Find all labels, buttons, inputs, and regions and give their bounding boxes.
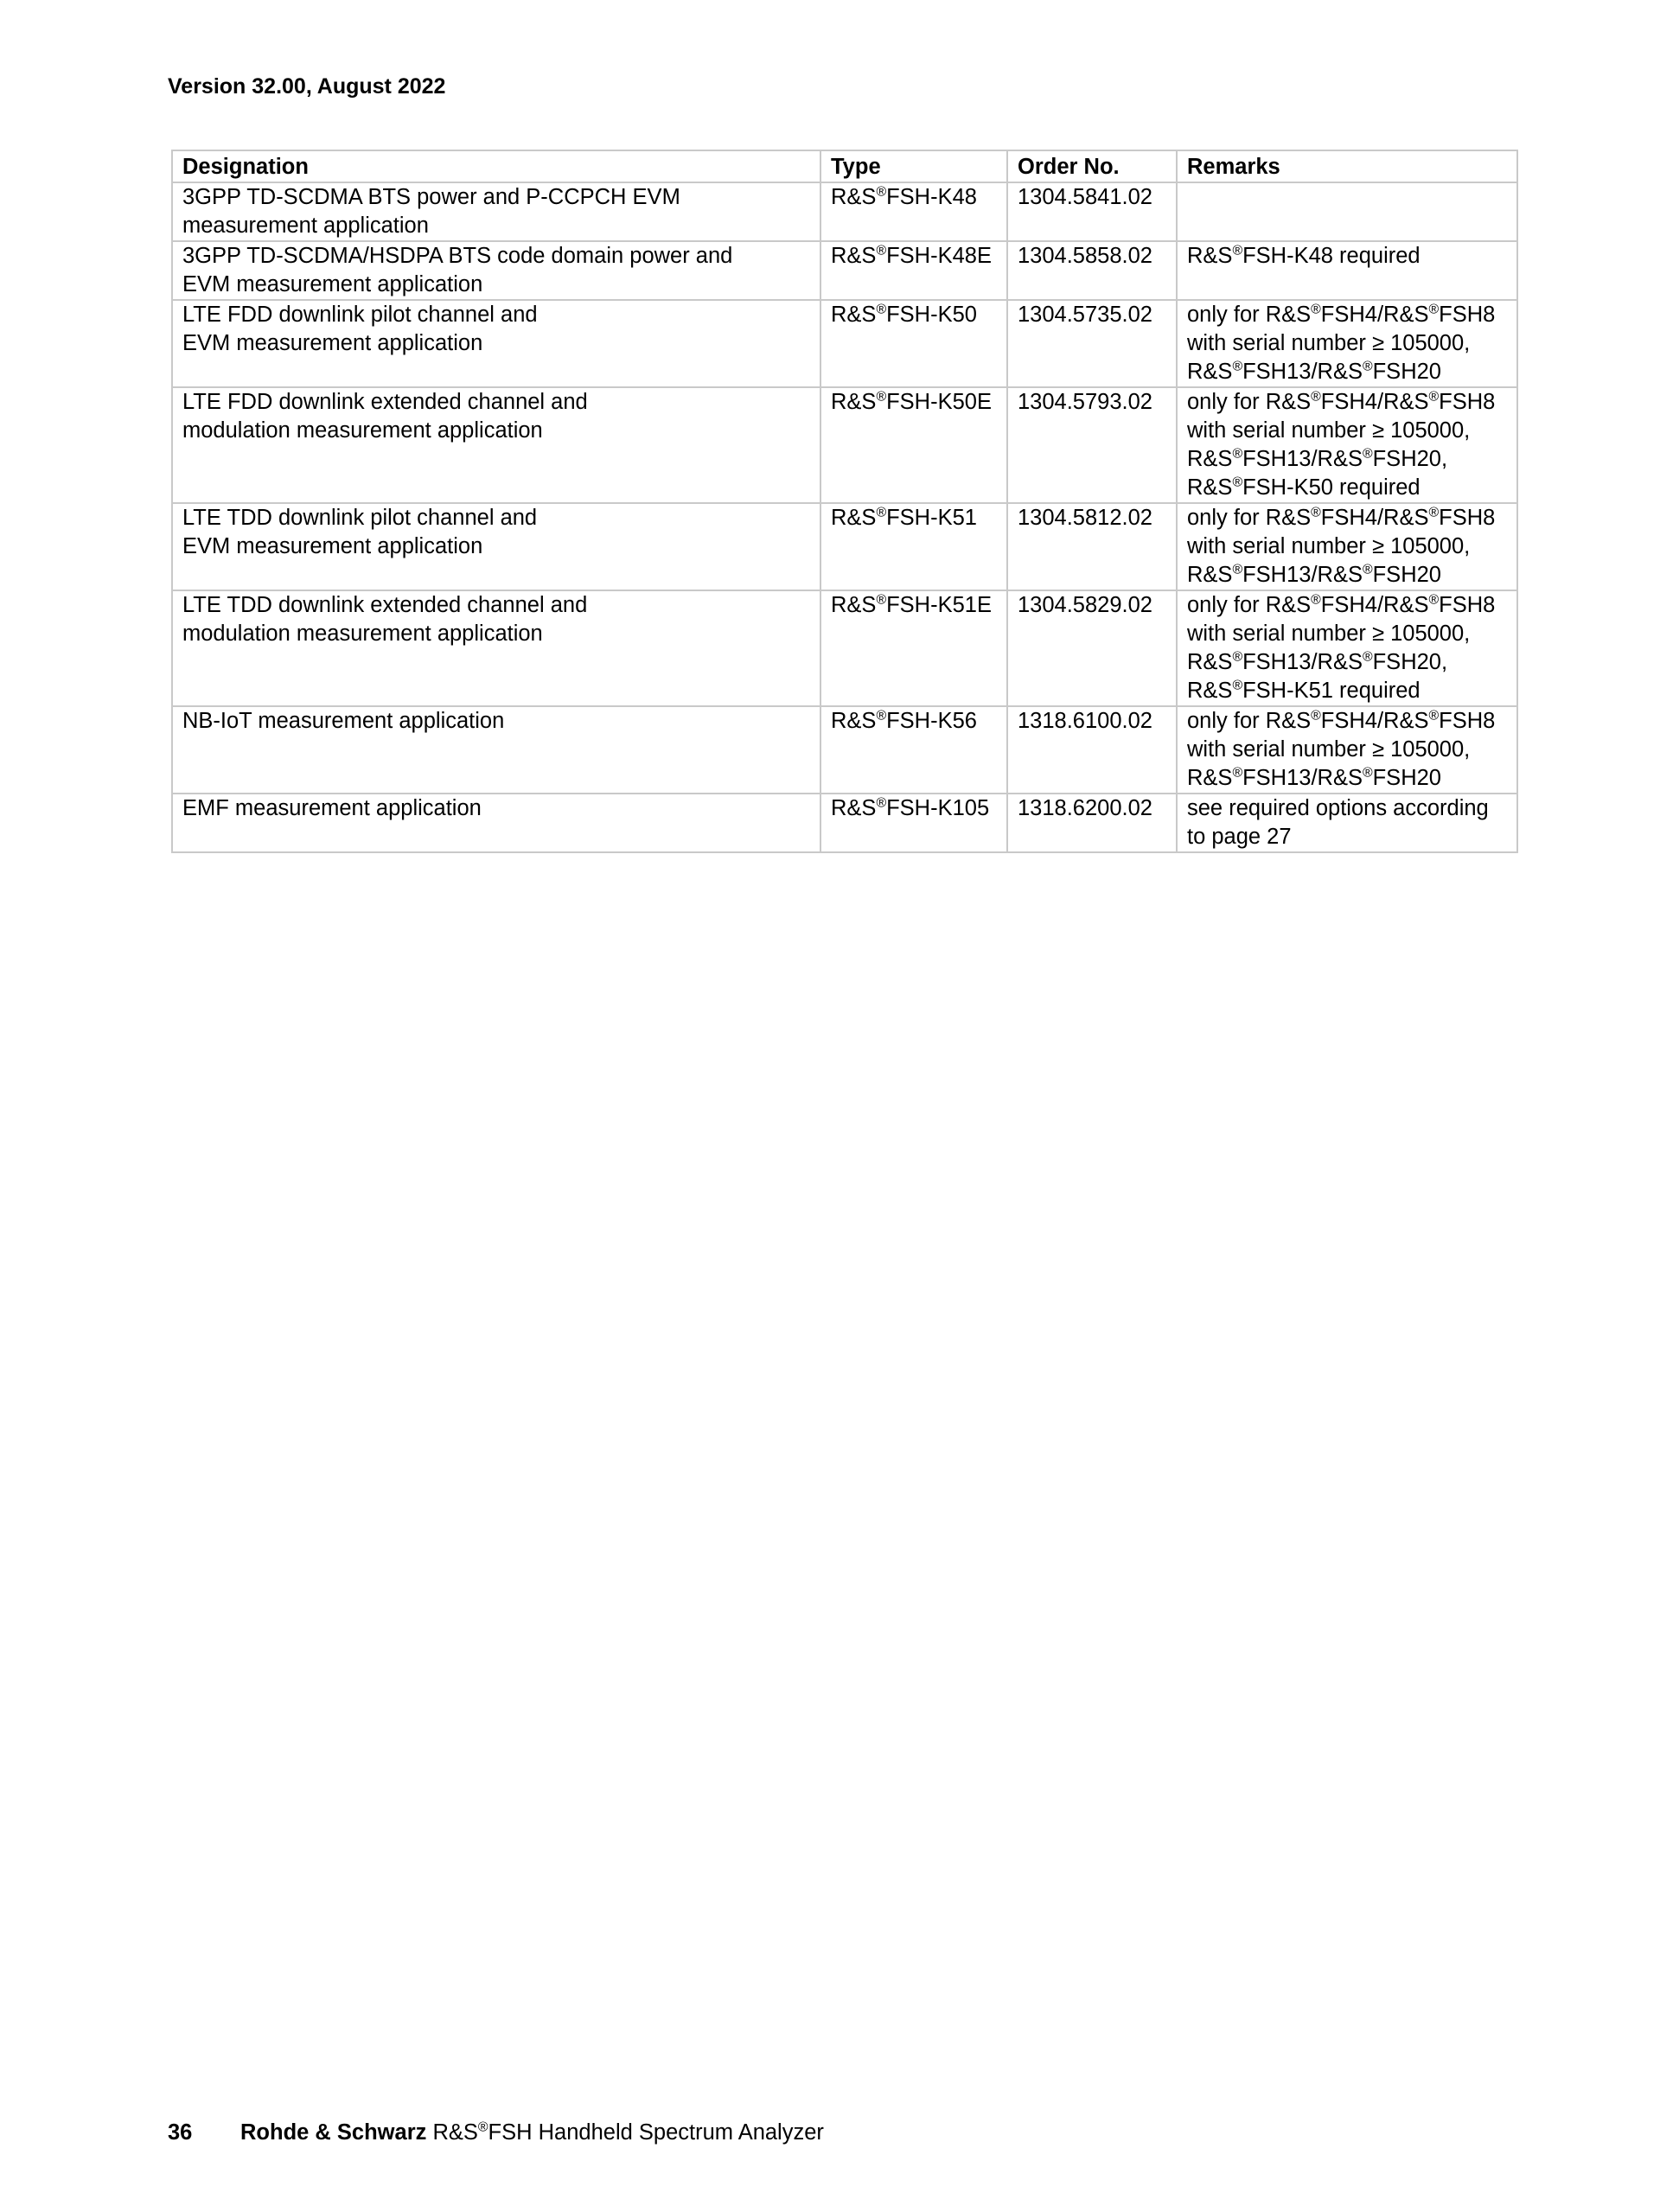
remarks-cell-line: R&S®FSH13/R&S®FSH20 bbox=[1187, 765, 1441, 790]
designation-cell bbox=[172, 794, 820, 852]
designation-cell-line: modulation measurement application bbox=[182, 418, 543, 443]
column-header-designation: Designation bbox=[172, 150, 820, 182]
remarks-cell-line: with serial number ≥ 105000, bbox=[1187, 418, 1471, 443]
remarks-cell-line: to page 27 bbox=[1187, 825, 1292, 849]
table-row bbox=[172, 241, 1517, 300]
designation-cell-line: 3GPP TD-SCDMA BTS power and P-CCPCH EVM bbox=[182, 185, 680, 209]
column-header-order-no: Order No. bbox=[1007, 150, 1177, 182]
order-no-cell: 1318.6200.02 bbox=[1007, 794, 1177, 852]
order-no-cell: 1304.5793.02 bbox=[1007, 387, 1177, 503]
remarks-cell-line: see required options according bbox=[1187, 796, 1489, 820]
remarks-cell-line: only for R&S®FSH4/R&S®FSH8 bbox=[1187, 592, 1496, 617]
table-row bbox=[172, 706, 1517, 794]
designation-cell bbox=[172, 387, 820, 503]
order-no-cell: 1304.5829.02 bbox=[1007, 590, 1177, 706]
designation-cell bbox=[172, 182, 820, 241]
type-cell: R&S®FSH-K48 bbox=[820, 182, 1007, 241]
remarks-cell-line: R&S®FSH-K50 required bbox=[1187, 475, 1421, 500]
type-cell: R&S®FSH-K51 bbox=[820, 503, 1007, 590]
document-version: Version 32.00, August 2022 bbox=[168, 74, 446, 99]
remarks-cell-line: with serial number ≥ 105000, bbox=[1187, 534, 1471, 558]
page-footer bbox=[168, 2119, 824, 2146]
column-header-type: Type bbox=[820, 150, 1007, 182]
remarks-cell bbox=[1177, 182, 1517, 241]
type-cell: R&S®FSH-K51E bbox=[820, 590, 1007, 706]
designation-cell-line: EVM measurement application bbox=[182, 272, 483, 296]
designation-cell-line: LTE TDD downlink extended channel and bbox=[182, 593, 588, 617]
remarks-cell-line: only for R&S®FSH4/R&S®FSH8 bbox=[1187, 302, 1496, 327]
type-cell: R&S®FSH-K50 bbox=[820, 300, 1007, 387]
designation-cell bbox=[172, 241, 820, 300]
remarks-cell bbox=[1177, 794, 1517, 852]
designation-cell bbox=[172, 590, 820, 706]
options-table bbox=[171, 150, 1518, 853]
table-row bbox=[172, 182, 1517, 241]
options-table-body bbox=[172, 182, 1517, 852]
remarks-cell-line: with serial number ≥ 105000, bbox=[1187, 331, 1471, 355]
remarks-cell-line: only for R&S®FSH4/R&S®FSH8 bbox=[1187, 708, 1496, 733]
footer-product: R&S®FSH Handheld Spectrum Analyzer bbox=[426, 2120, 824, 2145]
designation-cell-line: EMF measurement application bbox=[182, 796, 482, 820]
remarks-cell-line: R&S®FSH13/R&S®FSH20 bbox=[1187, 562, 1441, 587]
table-row bbox=[172, 387, 1517, 503]
remarks-cell bbox=[1177, 706, 1517, 794]
designation-cell-line: measurement application bbox=[182, 214, 429, 238]
order-no-cell: 1318.6100.02 bbox=[1007, 706, 1177, 794]
type-cell: R&S®FSH-K50E bbox=[820, 387, 1007, 503]
designation-cell-line: NB-IoT measurement application bbox=[182, 709, 505, 733]
designation-cell bbox=[172, 503, 820, 590]
designation-cell bbox=[172, 706, 820, 794]
designation-cell bbox=[172, 300, 820, 387]
table-row bbox=[172, 300, 1517, 387]
table-row bbox=[172, 794, 1517, 852]
remarks-cell-line: only for R&S®FSH4/R&S®FSH8 bbox=[1187, 505, 1496, 530]
footer-company: Rohde & Schwarz bbox=[240, 2120, 427, 2145]
designation-cell-line: LTE FDD downlink pilot channel and bbox=[182, 303, 538, 327]
remarks-cell-line: R&S®FSH13/R&S®FSH20 bbox=[1187, 359, 1441, 384]
designation-cell-line: LTE TDD downlink pilot channel and bbox=[182, 506, 538, 530]
table-header-row bbox=[172, 150, 1517, 182]
order-no-cell: 1304.5858.02 bbox=[1007, 241, 1177, 300]
remarks-cell bbox=[1177, 241, 1517, 300]
column-header-remarks: Remarks bbox=[1177, 150, 1517, 182]
type-cell: R&S®FSH-K56 bbox=[820, 706, 1007, 794]
designation-cell-line: EVM measurement application bbox=[182, 534, 483, 558]
remarks-cell-line: R&S®FSH-K51 required bbox=[1187, 678, 1421, 703]
remarks-cell-line: with serial number ≥ 105000, bbox=[1187, 622, 1471, 646]
remarks-cell-line: with serial number ≥ 105000, bbox=[1187, 737, 1471, 762]
remarks-cell-line: R&S®FSH13/R&S®FSH20, bbox=[1187, 649, 1448, 674]
designation-cell-line: modulation measurement application bbox=[182, 622, 543, 646]
remarks-cell bbox=[1177, 387, 1517, 503]
page-number: 36 bbox=[168, 2120, 193, 2145]
table-row bbox=[172, 590, 1517, 706]
type-cell: R&S®FSH-K105 bbox=[820, 794, 1007, 852]
remarks-cell-line: R&S®FSH13/R&S®FSH20, bbox=[1187, 446, 1448, 471]
order-no-cell: 1304.5812.02 bbox=[1007, 503, 1177, 590]
remarks-cell bbox=[1177, 503, 1517, 590]
remarks-cell-line: R&S®FSH-K48 required bbox=[1187, 243, 1421, 268]
remarks-cell bbox=[1177, 590, 1517, 706]
type-cell: R&S®FSH-K48E bbox=[820, 241, 1007, 300]
designation-cell-line: EVM measurement application bbox=[182, 331, 483, 355]
remarks-cell-line: only for R&S®FSH4/R&S®FSH8 bbox=[1187, 389, 1496, 414]
designation-cell-line: LTE FDD downlink extended channel and bbox=[182, 390, 588, 414]
order-no-cell: 1304.5841.02 bbox=[1007, 182, 1177, 241]
remarks-cell bbox=[1177, 300, 1517, 387]
order-no-cell: 1304.5735.02 bbox=[1007, 300, 1177, 387]
table-row bbox=[172, 503, 1517, 590]
designation-cell-line: 3GPP TD-SCDMA/HSDPA BTS code domain power and bbox=[182, 244, 733, 268]
